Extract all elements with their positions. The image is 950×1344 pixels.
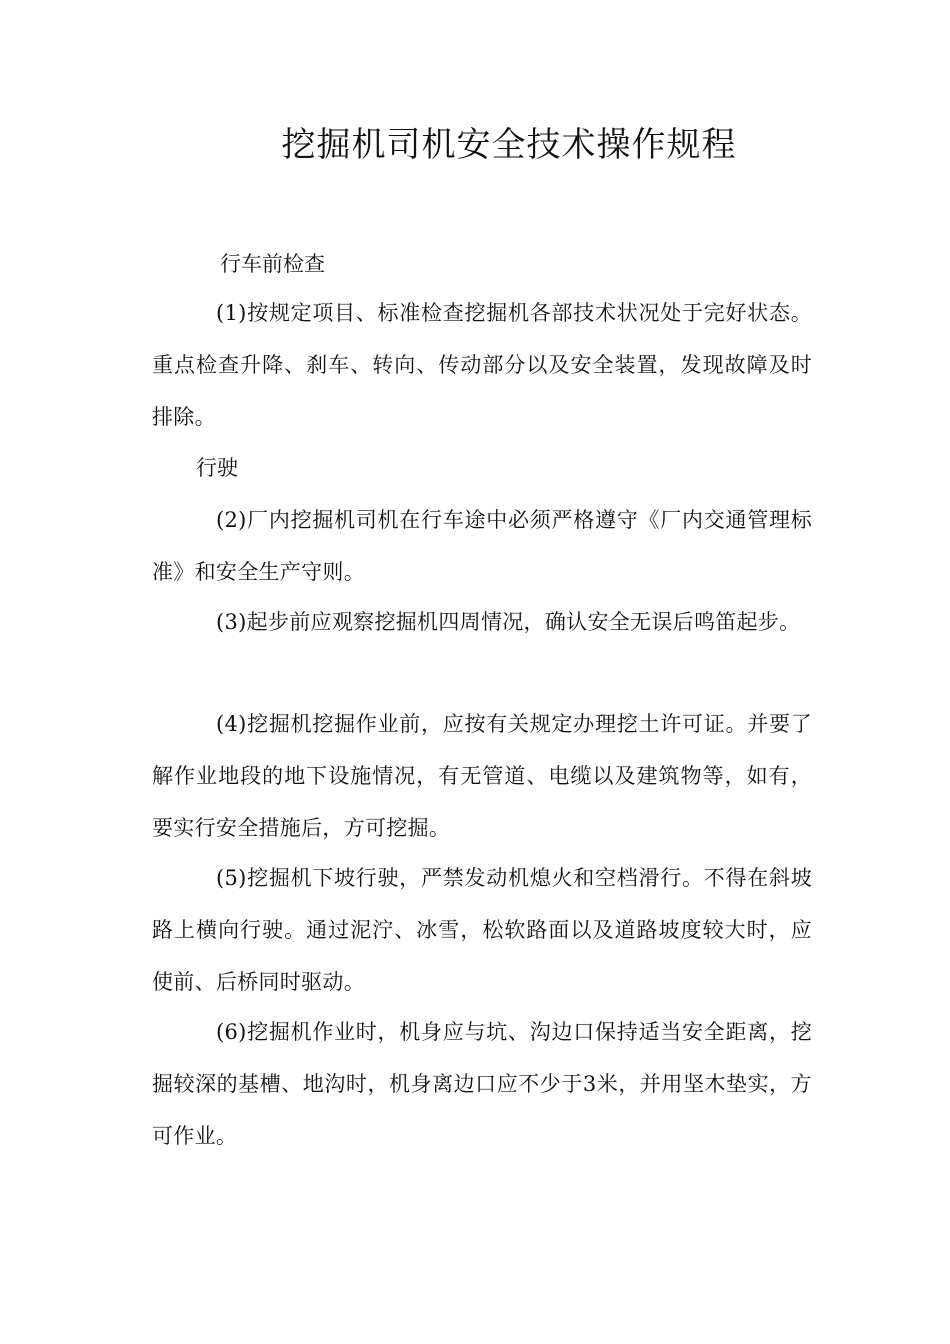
paragraph-6: (6)挖掘机作业时，机身应与坑、沟边口保持适当安全距离，挖掘较深的基槽、地沟时，机身离边口应不少于3米，并用坚木垫实，方可作业。 <box>152 1020 812 1148</box>
document-title: 挖掘机司机安全技术操作规程 <box>281 125 737 165</box>
section-heading-pre-drive-check: 行车前检查 <box>220 252 325 276</box>
paragraph-5: (5)挖掘机下坡行驶，严禁发动机熄火和空档滑行。不得在斜坡路上横向行驶。通过泥泞、冰雪，松软路面以及道路坡度较大时，应使前、后桥同时驱动。 <box>152 866 812 994</box>
paragraph-1: (1)按规定项目、标准检查挖掘机各部技术状况处于完好状态。重点检查升降、刹车、转向、传动部分以及安全装置，发现故障及时排除。 <box>152 301 812 429</box>
paragraph-4: (4)挖掘机挖掘作业前，应按有关规定办理挖土许可证。并要了解作业地段的地下设施情况，有无管道、电缆以及建筑物等，如有，要实行安全措施后，方可挖掘。 <box>152 712 812 840</box>
paragraph-3: (3)起步前应观察挖掘机四周情况，确认安全无误后鸣笛起步。 <box>216 610 801 634</box>
paragraph-2: (2)厂内挖掘机司机在行车途中必须严格遵守《厂内交通管理标准》和安全生产守则。 <box>152 508 812 584</box>
section-heading-driving: 行驶 <box>196 456 238 480</box>
